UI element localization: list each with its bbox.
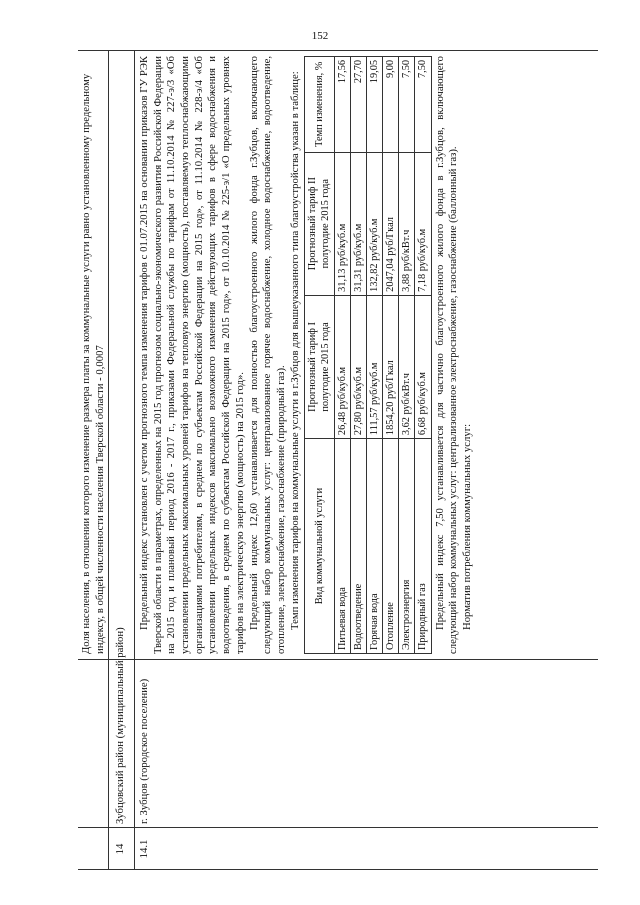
rate-change: 7,50: [399, 57, 415, 153]
table-row: [350, 57, 366, 654]
rate-change: 7,50: [415, 57, 431, 153]
row-14-label: Зубцовский район (муниципальный район): [114, 627, 126, 824]
service-name: Электроэнергия: [399, 439, 415, 654]
service-name: Питьевая вода: [334, 439, 350, 654]
tariff-header-service: Вид коммунальной услуги: [305, 439, 334, 654]
tariff-h2: 31,31 руб/куб.м: [350, 152, 366, 295]
header-row: [78, 50, 109, 870]
paragraph-1: Предельный индекс установлен с учетом прогнозного темпа изменения тарифов с 01.07.2015 на основании приказов ГУ РЭК Тверской области в параметрах, определенных на 2015 год прогнозом социально-экономического развития Российской Федерации на 2015 год и плановый период 2016 - 2017 г., приказами Федеральной службы по тарифам от 11.10.2014 № 227-э/3 «Об установлении предельных максимальных уровней тарифов на тепловую энергию (мощность), поставляемую теплоснабжающими организациями потребителям, в среднем по субъектам Российской Федерации на 2015 год», от 11.10.2014 № 228-э/4 «Об установлении предельных индексов максимально возможного изменения действующих тарифов в сфере водоснабжения и водоотведения, в среднем по субъектам Российской Федерации на 2015 год», от 10.10.2014 № 225-э/1 «О предельных уровнях тарифов на электрическую энергию (мощность) на 2015 год».: [138, 56, 246, 654]
tariff-h1: 1854,20 руб/Гкал: [383, 295, 399, 438]
rate-change: 17,56: [334, 57, 350, 153]
table-row: [415, 57, 431, 654]
row-14-1-number: 14.1: [138, 839, 150, 859]
service-name: Природный газ: [415, 439, 431, 654]
table-row: [334, 57, 350, 654]
tariff-header-h1: Прогнозный тариф I полугодие 2015 года: [305, 295, 334, 438]
tariff-header-rate: Темп изменения, %: [305, 57, 334, 153]
table-row: [399, 57, 415, 654]
tariff-h2: 31,13 руб/куб.м: [334, 152, 350, 295]
rate-change: 19,05: [366, 57, 382, 153]
rate-change: 27,70: [350, 57, 366, 153]
row-14-number: 14: [114, 843, 126, 855]
tariff-header-h2: Прогнозный тариф II полугодие 2015 года: [305, 152, 334, 295]
main-table: [78, 50, 598, 870]
municipality-name: г. Зубцов (городское поселение): [138, 678, 150, 824]
paragraph-5: Норматив потребления коммунальных услуг:: [461, 423, 473, 630]
tariff-h1: 6,68 руб/куб.м: [415, 295, 431, 438]
tariff-table: [304, 56, 431, 654]
page-number: 152: [311, 30, 329, 42]
row-14: [108, 50, 135, 870]
tariff-h2: 3,88 руб/кВт.ч: [399, 152, 415, 295]
tariff-h2: 7,18 руб/куб.м: [415, 152, 431, 295]
service-name: Водоотведение: [350, 439, 366, 654]
tariff-h1: 3,62 руб/кВт.ч: [399, 295, 415, 438]
rotated-document-table: [20, 30, 620, 880]
row-14-1: [134, 50, 598, 870]
table-row: [383, 57, 399, 654]
tariff-table-header: [305, 57, 334, 654]
tariff-h1: 111,57 руб/куб.м: [366, 295, 382, 438]
paragraph-2: Предельный индекс 12,60 устанавливается для полностью благоустроенного жилого фонда г.Зубцов, включающего следующий набор коммунальных услуг: централизованное горячее водоснабжение, холодное водоснабжение, водоотведение, отопление, электроснабжение, газоснабжение (природный газ).: [247, 56, 287, 654]
header-title: Доля населения, в отношении которого изменение размера платы за коммунальные услуги равно установленному предельному индексу, в общей численности населения Тверской области - 0,0007: [80, 73, 106, 654]
service-name: Отопление: [383, 439, 399, 654]
table-row: [366, 57, 382, 654]
tariff-h1: 27,80 руб/куб.м: [350, 295, 366, 438]
municipality-description: [136, 52, 477, 658]
paragraph-4: Предельный индекс 7,50 устанавливается для частично благоустроенного жилого фонда в г.Зубцов, включающего следующий набор коммунальных услуг: централизованное электроснабжение, газоснабжение (баллонный газ).: [433, 56, 460, 654]
tariff-h2: 132,82 руб/куб.м: [366, 152, 382, 295]
service-name: Горячая вода: [366, 439, 382, 654]
rate-change: 9,00: [383, 57, 399, 153]
paragraph-3: Темп изменения тарифов на коммунальные услуги в г.Зубцов для вышеуказанного типа благоустройства указан в таблице:: [288, 71, 301, 630]
tariff-h2: 2047,04 руб/Гкал: [383, 152, 399, 295]
tariff-h1: 26,48 руб/куб.м: [334, 295, 350, 438]
